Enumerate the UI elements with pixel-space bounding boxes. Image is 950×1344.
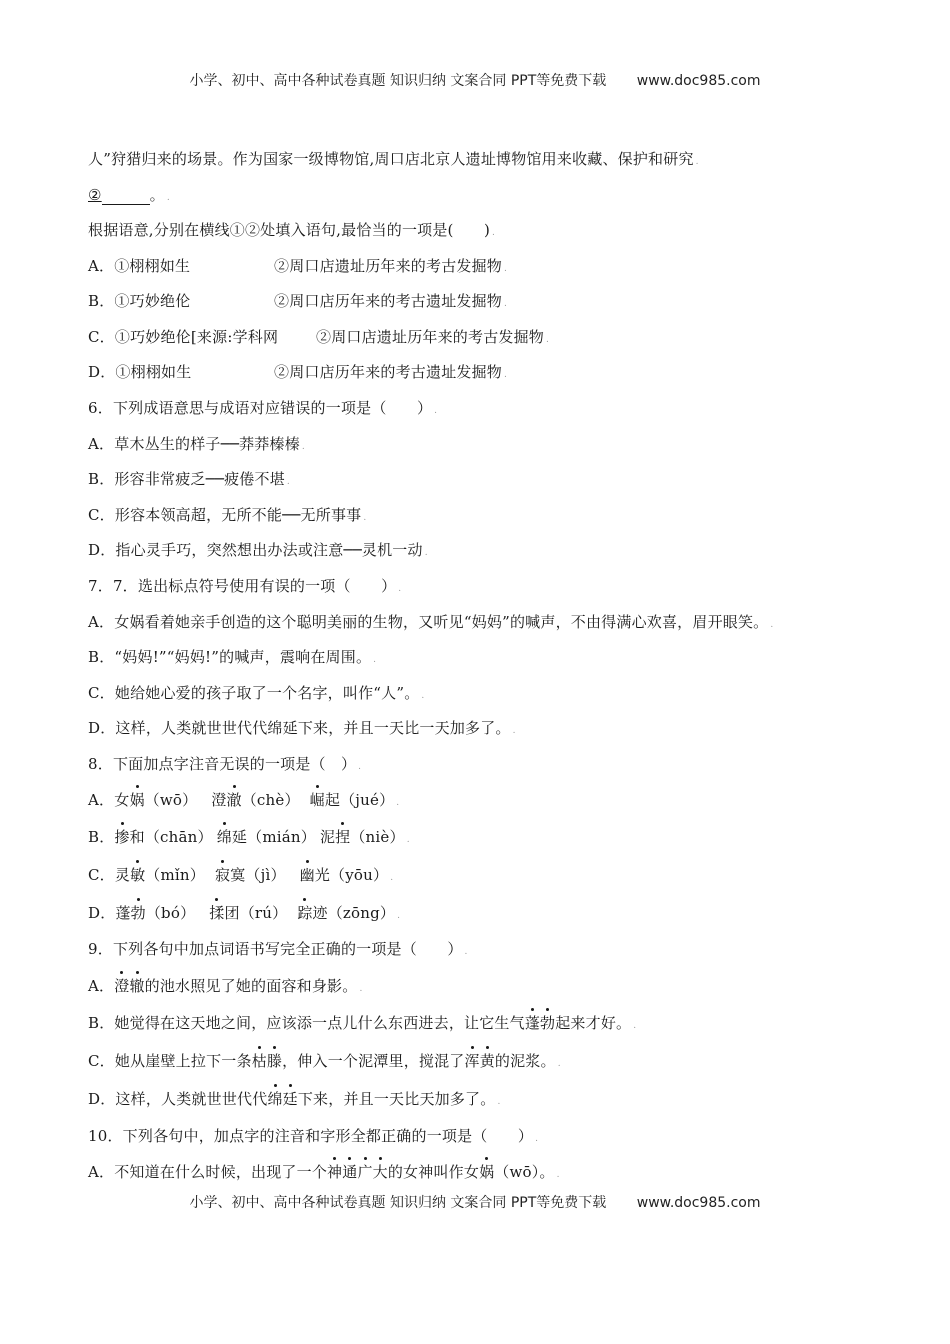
edit-mark: . — [424, 548, 428, 558]
q5-option-a[interactable] — [88, 255, 507, 276]
text-span: B．她觉得在这天地之间，应该添一点儿什么东西进去，让它生气 — [88, 1014, 525, 1032]
q5-stem — [88, 219, 495, 240]
dotted-char: 绵 — [267, 1090, 283, 1108]
text-span: A． — [88, 791, 115, 809]
text-span: （bó） — [145, 904, 196, 922]
edit-mark: . — [695, 157, 699, 167]
dotted-char: 澈 — [226, 791, 242, 809]
dotted-char: 澄 — [114, 977, 130, 995]
edit-mark: . — [406, 835, 410, 845]
edit-mark: . — [556, 1170, 560, 1180]
edit-mark: . — [492, 228, 496, 238]
edit-mark: . — [286, 477, 290, 487]
dotted-char: 踪 — [297, 904, 313, 922]
dotted-char: 幽 — [299, 866, 315, 884]
q6-stem — [88, 397, 437, 418]
q6-option-a[interactable] — [88, 433, 305, 454]
text-span: C． — [88, 866, 115, 884]
text-span: D． — [88, 904, 116, 922]
text-span: D．①栩栩如生 — [88, 363, 192, 381]
dotted-char: 滕 — [266, 1052, 283, 1070]
q7-option-d[interactable] — [88, 717, 516, 738]
q5-option-b[interactable] — [88, 290, 507, 311]
q8-stem — [88, 753, 361, 774]
text-span: （wō）。 — [494, 1163, 555, 1181]
q7-stem — [88, 575, 401, 596]
text-span: 蓬 — [115, 904, 131, 922]
text-span: （chān） — [144, 828, 213, 846]
dotted-char: 崛 — [309, 791, 325, 809]
edit-mark: . — [397, 911, 401, 921]
dotted-char: 绵 — [216, 828, 232, 846]
dotted-char: 黄 — [479, 1052, 495, 1070]
text-span: 的池水照见了她的面容和身影。 — [144, 977, 358, 995]
edit-mark: . — [434, 406, 438, 416]
dotted-char: 勃 — [130, 904, 146, 922]
text-span: 灵 — [114, 866, 131, 884]
edit-mark: . — [770, 620, 774, 630]
dotted-char: 大 — [372, 1163, 388, 1181]
text-span: A．①栩栩如生 — [88, 257, 191, 275]
text-span: 泥 — [319, 828, 336, 846]
text-span: ，伸入一个泥潭里，搅混了 — [282, 1052, 465, 1070]
dotted-char: 寂 — [214, 866, 231, 884]
intro-line — [88, 148, 699, 169]
edit-mark: . — [546, 335, 550, 345]
text-span: 6．下列成语意思与成语对应错误的一项是（ ） — [88, 399, 433, 417]
text-span: C．①巧妙绝伦[来源:学科网 — [88, 328, 279, 346]
edit-mark: . — [504, 370, 508, 380]
header-text: 小学、初中、高中各种试卷真题 知识归纳 文案合同 PPT等免费下载 — [189, 73, 607, 89]
text-span: B．形容非常疲乏──疲倦不堪 — [88, 470, 285, 488]
text-span: （zōng） — [327, 904, 396, 922]
q6-option-d[interactable] — [88, 539, 428, 560]
edit-mark: . — [504, 299, 508, 309]
dotted-char: 捏 — [335, 828, 351, 846]
q7-option-a[interactable] — [88, 611, 773, 632]
edit-mark: . — [373, 655, 377, 665]
text-span: A．不知道在什么时候，出现了一个 — [88, 1163, 328, 1181]
text-span: ② — [88, 186, 102, 204]
q9-option-c[interactable] — [88, 1050, 561, 1071]
edit-mark: . — [633, 1021, 637, 1031]
text-span: B．“妈妈!”“妈妈!”的喊声，震响在周围。 — [88, 648, 372, 666]
text-span: D．这样，人类就世世代代 — [88, 1090, 268, 1108]
text-span: ②周口店遗址历年来的考古发掘物 — [316, 328, 545, 346]
edit-mark: . — [535, 1134, 539, 1144]
q10-stem — [88, 1125, 538, 1146]
dotted-char: 廷 — [282, 1090, 298, 1108]
text-span: D．指心灵手巧，突然想出办法或注意──灵机一动 — [88, 541, 423, 559]
dotted-char: 蓬 — [524, 1014, 541, 1032]
text-span: （wō） — [144, 791, 198, 809]
text-span: A． — [88, 977, 115, 995]
text-span: （mǐn） — [145, 866, 205, 884]
q8-option-d[interactable] — [88, 902, 400, 923]
q7-option-b[interactable] — [88, 646, 376, 667]
text-span: 起来才好。 — [555, 1014, 632, 1032]
text-span: A．女娲看着她亲手创造的这个聪明美丽的生物，又听见“妈妈”的喊声，不由得满心欢喜，眉开眼笑。 — [88, 613, 769, 631]
dotted-char: 辙 — [129, 977, 145, 995]
edit-mark: . — [390, 873, 394, 883]
text-span: （yōu） — [330, 866, 389, 884]
text-span: 延 — [231, 828, 248, 846]
text-span: 澄 — [211, 791, 227, 809]
header-site-link[interactable]: www.doc985.com — [636, 73, 761, 89]
edit-mark: . — [398, 584, 402, 594]
edit-mark: . — [512, 726, 516, 736]
dotted-char: 揉 — [209, 904, 225, 922]
dotted-char: 勃 — [540, 1014, 556, 1032]
answer-blank — [102, 190, 150, 205]
q9-stem — [88, 938, 468, 959]
dotted-char: 敏 — [130, 866, 146, 884]
edit-mark: . — [464, 947, 468, 957]
text-span: A．草木丛生的样子──莽莽榛榛 — [88, 435, 300, 453]
text-span: 人”狩猎归来的场景。作为国家一级博物馆,周口店北京人遗址博物馆用来收藏、保护和研究 — [88, 150, 694, 168]
edit-mark: . — [504, 264, 508, 274]
edit-mark: . — [301, 442, 305, 452]
text-span: D．这样，人类就世世代代绵延下来，并且一天比一天加多了。 — [88, 719, 511, 737]
q6-option-c[interactable] — [88, 504, 366, 525]
text-span: C．她从崖壁上拉下一条 — [88, 1052, 252, 1070]
q8-option-b[interactable] — [88, 826, 410, 847]
text-span: 和 — [129, 828, 145, 846]
q10-option-a[interactable] — [88, 1161, 560, 1182]
text-span: ②周口店历年来的考古遗址发掘物 — [274, 292, 503, 310]
text-span: 根据语意,分别在横线①②处填入语句,最恰当的一项是( ) — [88, 221, 491, 239]
text-span: C．形容本领高超，无所不能──无所事事 — [88, 506, 362, 524]
intro-blank-line — [88, 184, 170, 205]
text-span: 10．下列各句中，加点字的注音和字形全都正确的一项是（ ） — [88, 1127, 534, 1145]
q8-option-c[interactable] — [88, 864, 393, 885]
edit-mark: . — [363, 513, 367, 523]
dotted-char: 娲 — [129, 791, 145, 809]
text-span: ②周口店遗址历年来的考古发掘物 — [274, 257, 503, 275]
q5-option-c[interactable] — [88, 326, 549, 347]
dotted-char: 娲 — [479, 1163, 495, 1181]
text-span: 9．下列各句中加点词语书写完全正确的一项是（ ） — [88, 940, 463, 958]
text-span: 。 — [149, 186, 165, 204]
text-span: B． — [88, 828, 115, 846]
edit-mark: . — [421, 691, 425, 701]
text-span: 的女神叫作女 — [387, 1163, 480, 1181]
text-span: （chè） — [241, 791, 300, 809]
text-span: 女 — [114, 791, 130, 809]
dotted-char: 广 — [357, 1163, 373, 1181]
edit-mark: . — [166, 193, 170, 203]
dotted-char: 枯 — [251, 1052, 267, 1070]
edit-mark: . — [557, 1059, 561, 1069]
q9-option-d[interactable] — [88, 1088, 501, 1109]
q5-option-d[interactable] — [88, 361, 507, 382]
text-span: 光 — [314, 866, 331, 884]
text-span: B．①巧妙绝伦 — [88, 292, 191, 310]
q9-option-b[interactable] — [88, 1012, 636, 1033]
edit-mark: . — [359, 984, 363, 994]
text-span: （niè） — [350, 828, 405, 846]
text-span: 8．下面加点字注音无误的一项是（ ） — [88, 755, 357, 773]
footer-site-link[interactable]: www.doc985.com — [636, 1195, 761, 1211]
dotted-char: 浑 — [464, 1052, 480, 1070]
q6-option-b[interactable] — [88, 468, 290, 489]
edit-mark: . — [396, 798, 400, 808]
text-span: C．她给她心爱的孩子取了一个名字，叫作“人”。 — [88, 684, 420, 702]
edit-mark: . — [497, 1097, 501, 1107]
text-span: （rú） — [239, 904, 288, 922]
text-span: 起 — [324, 791, 341, 809]
text-span: 7．7．选出标点符号使用有误的一项（ ） — [88, 577, 397, 595]
text-span: （mián） — [247, 828, 316, 846]
q8-option-a[interactable] — [88, 789, 399, 810]
page-footer — [0, 1192, 950, 1212]
dotted-char: 掺 — [114, 828, 130, 846]
q7-option-c[interactable] — [88, 682, 424, 703]
text-span: ②周口店历年来的考古遗址发掘物 — [274, 363, 503, 381]
text-span: 的泥浆。 — [494, 1052, 556, 1070]
footer-text: 小学、初中、高中各种试卷真题 知识归纳 文案合同 PPT等免费下载 — [189, 1195, 607, 1211]
dotted-char: 通 — [342, 1163, 358, 1181]
text-span: （jì） — [245, 866, 286, 884]
q9-option-a[interactable] — [88, 975, 363, 996]
text-span: 迹 — [312, 904, 328, 922]
text-span: （jué） — [340, 791, 395, 809]
dotted-char: 神 — [327, 1163, 343, 1181]
text-span: 团 — [224, 904, 240, 922]
text-span: 寞 — [230, 866, 246, 884]
edit-mark: . — [358, 762, 362, 772]
text-span: 下来，并且一天比天加多了。 — [297, 1090, 496, 1108]
page-header — [0, 70, 950, 90]
